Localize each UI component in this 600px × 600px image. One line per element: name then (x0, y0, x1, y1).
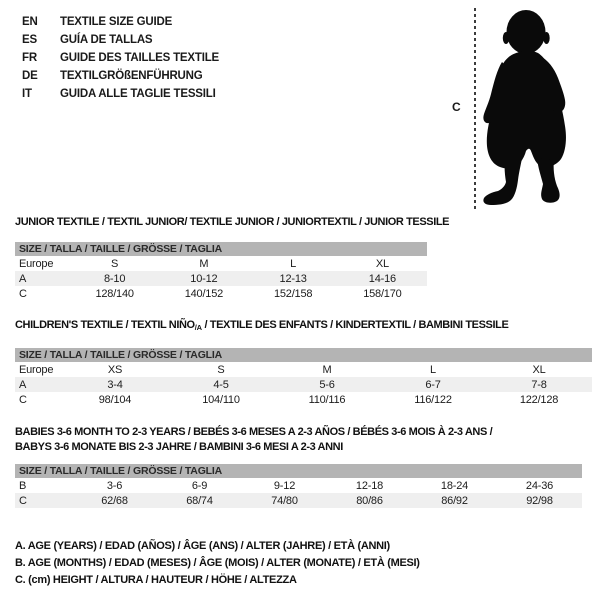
note-line-a: A. AGE (YEARS) / EDAD (AÑOS) / ÂGE (ANS) / ALTER (JAHRE) / ETÀ (ANNI) (15, 540, 390, 552)
babies-table-title (15, 425, 535, 455)
size-cell: 9-12 (273, 479, 296, 492)
size-cell: 152/158 (273, 287, 313, 300)
size-cell: 128/140 (95, 287, 134, 300)
row-label: C (19, 494, 27, 507)
language-title: GUIDA ALLE TAGLIE TESSILI (60, 88, 216, 100)
size-cell: 104/110 (202, 393, 240, 406)
size-cell: 92/98 (526, 494, 553, 507)
size-cell: 14-16 (368, 272, 396, 285)
row-label: Europe (19, 257, 54, 270)
children-title-pre: CHILDREN'S TEXTILE / TEXTIL NIÑO (15, 319, 195, 331)
language-code: EN (22, 16, 38, 28)
junior-size-table (15, 242, 427, 301)
size-cell: 4-5 (213, 378, 229, 391)
children-size-table (15, 348, 592, 407)
size-cell: 10-12 (190, 272, 218, 285)
language-title: GUÍA DE TALLAS (60, 34, 153, 46)
baby-silhouette (480, 8, 572, 210)
size-header-bar: SIZE / TALLA / TAILLE / GRÖSSE / TAGLIA (15, 464, 582, 478)
table-row-age (15, 271, 427, 286)
size-cell: L (430, 363, 436, 376)
size-cell: S (217, 363, 225, 376)
size-cell: 68/74 (186, 494, 213, 507)
row-label: C (19, 287, 27, 300)
size-cell: L (290, 257, 297, 270)
table-row-age (15, 377, 592, 392)
language-row-es (22, 31, 219, 49)
size-cell: 12-18 (355, 479, 384, 492)
size-cell: 74/80 (271, 494, 298, 507)
table-row-height (15, 392, 592, 407)
row-label: A (19, 272, 27, 285)
language-row-fr (22, 49, 219, 67)
table-row-europe (15, 362, 592, 377)
children-table-title (15, 319, 508, 332)
babies-title-line1: BABIES 3-6 MONTH TO 2-3 YEARS / BEBÉS 3-6 MESES A 2-3 AÑOS / BÉBÉS 3-6 MOIS À 2-3 ANS / (15, 426, 493, 438)
row-label: A (19, 378, 27, 391)
height-measure-dashed-line (474, 8, 476, 212)
size-cell: 6-7 (425, 378, 441, 391)
language-row-en (22, 13, 219, 31)
size-cell: 116/122 (414, 393, 452, 406)
size-cell: 8-10 (104, 272, 126, 285)
size-cell: M (199, 257, 209, 270)
size-cell: 80/86 (356, 494, 383, 507)
language-code: IT (22, 88, 32, 100)
size-cell: 12-13 (279, 272, 307, 285)
table-row-height (15, 493, 582, 508)
legend-notes (15, 538, 420, 589)
size-cell: S (111, 257, 119, 270)
row-label: C (19, 393, 27, 406)
size-cell: 110/116 (308, 393, 346, 406)
note-line-b: B. AGE (MONTHS) / EDAD (MESES) / ÂGE (MOIS) / ALTER (MONATE) / ETÀ (MESI) (15, 557, 420, 569)
size-header-bar: SIZE / TALLA / TAILLE / GRÖSSE / TAGLIA (15, 348, 592, 362)
language-title: TEXTILGRÖßENFÜHRUNG (60, 70, 203, 82)
size-cell: 122/128 (519, 393, 559, 406)
language-code: DE (22, 70, 38, 82)
language-code: FR (22, 52, 37, 64)
measure-label-c: C (452, 100, 461, 114)
size-header-bar: SIZE / TALLA / TAILLE / GRÖSSE / TAGLIA (15, 242, 427, 256)
size-cell: 3-4 (107, 378, 123, 391)
language-code: ES (22, 34, 37, 46)
language-title: GUIDE DES TAILLES TEXTILE (60, 52, 219, 64)
babies-size-table (15, 464, 582, 508)
language-row-it (22, 85, 219, 103)
size-cell: XL (532, 363, 546, 376)
size-cell: 3-6 (106, 479, 123, 492)
size-cell: 98/104 (98, 393, 132, 406)
size-cell: 24-36 (525, 479, 554, 492)
table-row-height (15, 286, 427, 301)
size-cell: 5-6 (319, 378, 335, 391)
size-cell: 158/170 (363, 287, 402, 300)
language-row-de (22, 67, 219, 85)
table-row-europe (15, 256, 427, 271)
size-cell: 7-8 (531, 378, 547, 391)
size-cell: 62/68 (101, 494, 128, 507)
table-row-age-months (15, 478, 582, 493)
size-cell: 140/152 (184, 287, 224, 300)
language-header (22, 13, 219, 103)
row-label: Europe (19, 363, 54, 376)
children-title-post: / TEXTILE DES ENFANTS / KINDERTEXTIL / BAMBINI TESSILE (201, 319, 509, 331)
size-cell: XS (107, 363, 123, 376)
children-title-sub: /A (194, 323, 202, 332)
note-line-c: C. (cm) HEIGHT / ALTURA / HAUTEUR / HÖHE / ALTEZZA (15, 574, 297, 586)
size-cell: 18-24 (440, 479, 469, 492)
row-label: B (19, 479, 27, 492)
size-cell: 86/92 (441, 494, 468, 507)
size-cell: XL (375, 257, 389, 270)
size-cell: M (322, 363, 332, 376)
language-title: TEXTILE SIZE GUIDE (60, 16, 173, 28)
size-cell: 6-9 (191, 479, 208, 492)
babies-title-line2: BABYS 3-6 MONATE BIS 2-3 JAHRE / BAMBINI 3-6 MESI A 2-3 ANNI (15, 441, 343, 453)
junior-table-title: JUNIOR TEXTILE / TEXTIL JUNIOR/ TEXTILE JUNIOR / JUNIORTEXTIL / JUNIOR TESSILE (15, 216, 450, 228)
